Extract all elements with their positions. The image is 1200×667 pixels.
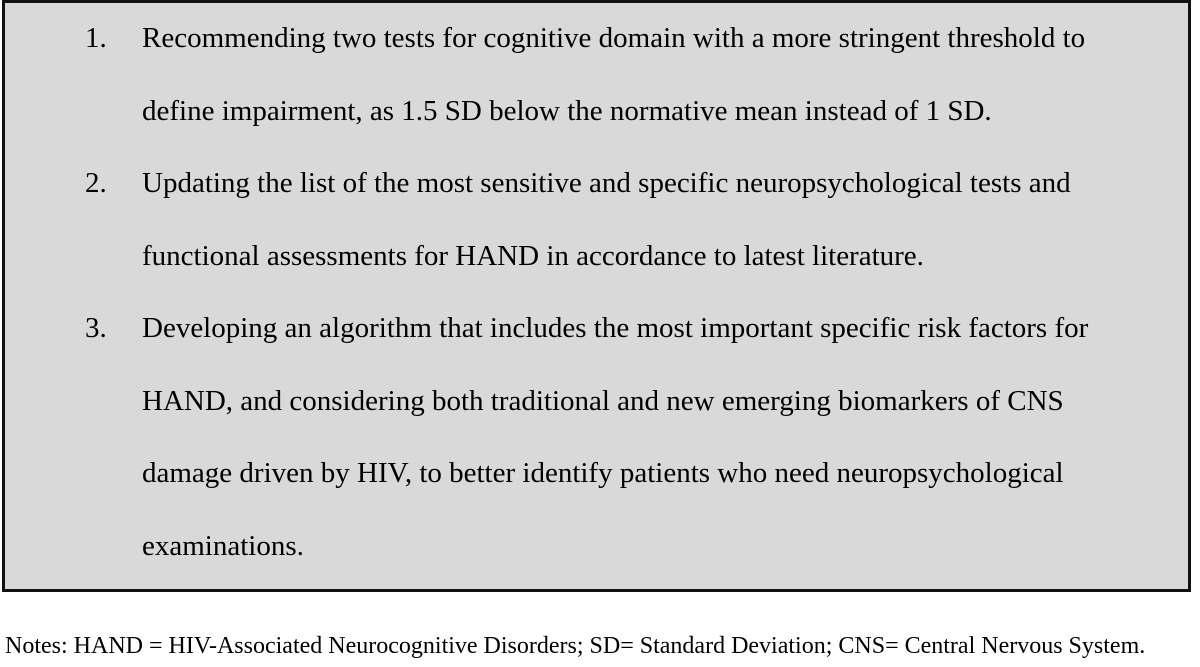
item-3-line-2: HAND, and considering both traditional and new emerging biomarkers of CNS [142,384,1064,417]
item-3-number: 3. [85,312,107,344]
item-2-line-2: functional assessments for HAND in accordance to latest literature. [142,239,924,272]
item-1-number: 1. [85,22,107,54]
item-3-line-1: Developing an algorithm that includes the most important specific risk factors for [142,312,1089,344]
item-1-text [142,2,1192,147]
item-1-line-2: define impairment, as 1.5 SD below the normative mean instead of 1 SD. [142,94,992,127]
item-3-text [142,292,1192,582]
item-3-line-3: damage driven by HIV, to better identify patients who need neuropsychological [142,457,1064,489]
item-2-line-1: Updating the list of the most sensitive and specific neuropsychological tests and [142,167,1071,199]
item-2-text [142,147,1192,292]
item-1-line-1: Recommending two tests for cognitive domain with a more stringent threshold to [142,22,1086,54]
item-3-line-4: examinations. [142,529,304,562]
recommendations-box [2,0,1191,592]
item-2-number: 2. [85,167,107,199]
notes-footnote: Notes: HAND = HIV-Associated Neurocognitive Disorders; SD= Standard Deviation; CNS= Central Nervous System. [5,633,1146,659]
